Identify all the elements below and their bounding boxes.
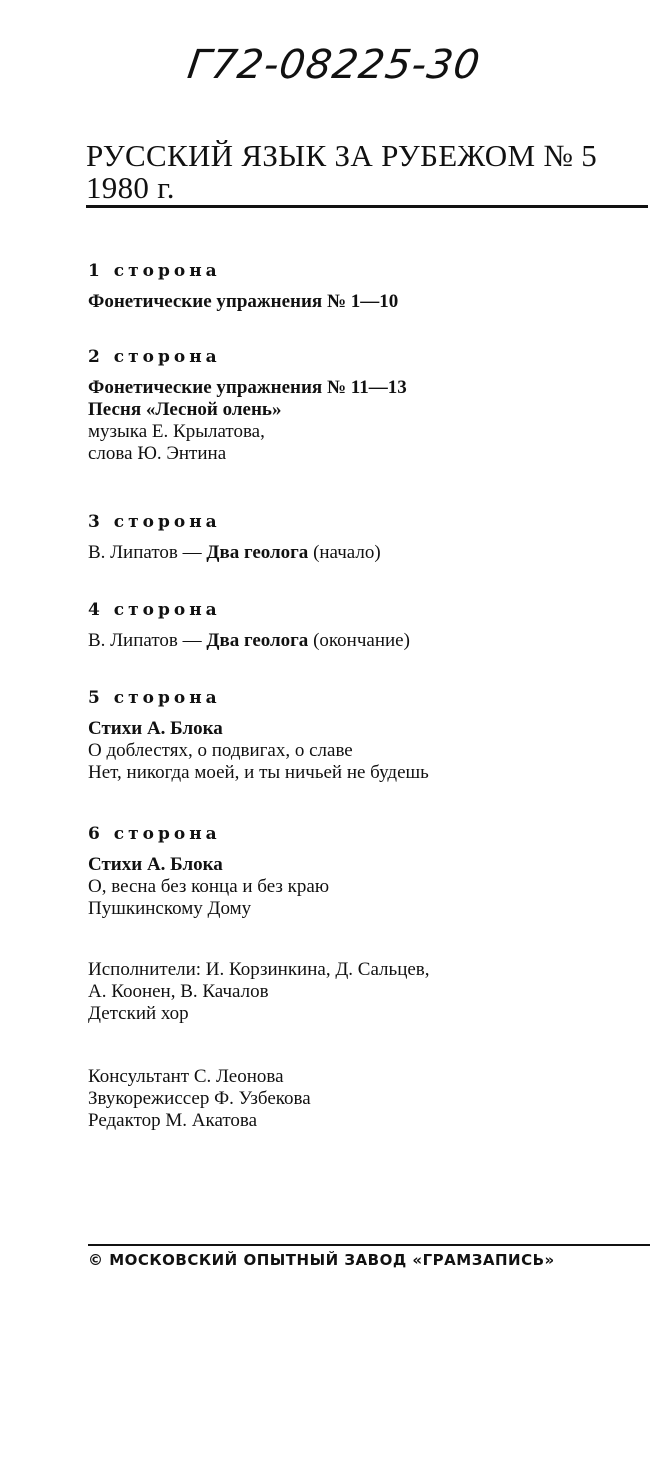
side-2 [88, 346, 407, 465]
side-label: 6 сторона [88, 824, 221, 844]
bottom-divider [88, 1244, 650, 1246]
track-line: Песня «Лесной олень» [88, 399, 282, 420]
performers [88, 959, 430, 1025]
track-line: Стихи А. Блока [88, 718, 223, 739]
track-line [88, 630, 410, 652]
author: В. Липатов — [88, 542, 207, 563]
side-5 [88, 687, 429, 784]
top-divider [86, 205, 648, 208]
editor-credit: Редактор М. Акатова [88, 1110, 258, 1131]
track-line: Фонетические упражнения № 1—10 [88, 291, 399, 312]
performers-line: Исполнители: И. Корзинкина, Д. Сальцев, [88, 959, 430, 980]
consultant-credit: Консультант С. Леонова [88, 1066, 284, 1087]
track-line: музыка Е. Крылатова, [88, 421, 265, 442]
side-6 [88, 823, 329, 920]
track-line: слова Ю. Энтина [88, 443, 227, 464]
performers-line: А. Коонен, В. Качалов [88, 981, 269, 1002]
side-label: 4 сторона [88, 600, 221, 620]
part-note: (окончание) [308, 630, 410, 651]
side-label: 2 сторона [88, 347, 221, 367]
performers-line: Детский хор [88, 1003, 189, 1024]
side-label: 1 сторона [88, 261, 221, 281]
publisher-footer: © МОСКОВСКИЙ ОПЫТНЫЙ ЗАВОД «ГРАМЗАПИСЬ» [88, 1251, 555, 1269]
title-line-2: 1980 г. [86, 170, 175, 205]
side-1 [88, 260, 398, 313]
track-line: Пушкинскому Дому [88, 898, 252, 919]
side-label: 5 сторона [88, 688, 221, 708]
track-line: Нет, никогда моей, и ты ничьей не будешь [88, 762, 429, 783]
author: В. Липатов — [88, 630, 207, 651]
track-line: Фонетические упражнения № 11—13 [88, 377, 407, 398]
credits [88, 1066, 311, 1132]
track-line: О, весна без конца и без краю [88, 876, 330, 897]
track-line [88, 542, 381, 564]
page-title [86, 140, 597, 204]
side-label: 3 сторона [88, 512, 221, 532]
title-line-1: РУССКИЙ ЯЗЫК ЗА РУБЕЖОМ № 5 [86, 138, 598, 173]
side-4 [88, 599, 410, 652]
handwritten-catalog-code: Г72-08225-30 [184, 42, 484, 88]
side-3 [88, 511, 381, 564]
part-note: (начало) [308, 542, 381, 563]
work-title: Два геолога [206, 542, 309, 563]
track-line: О доблестях, о подвигах, о славе [88, 740, 353, 761]
sound-engineer-credit: Звукорежиссер Ф. Узбекова [88, 1088, 311, 1109]
work-title: Два геолога [206, 630, 309, 651]
track-line: Стихи А. Блока [88, 854, 223, 875]
